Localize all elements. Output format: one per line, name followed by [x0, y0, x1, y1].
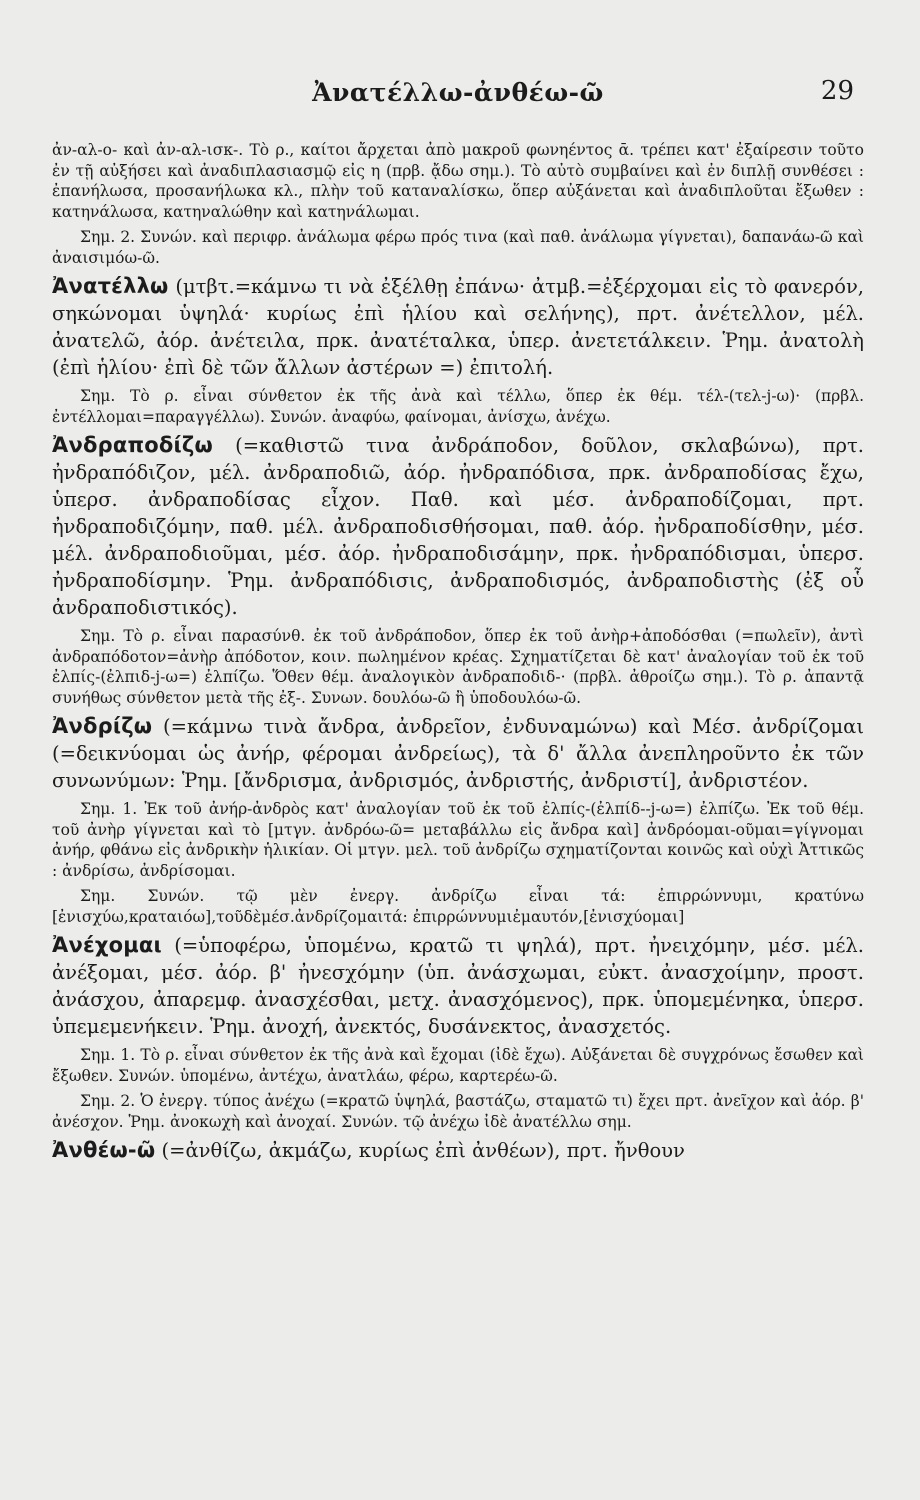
- dictionary-entry: [52, 273, 864, 381]
- entry-note: Σημ. 1. Ἐκ τοῦ ἀνήρ-ἀνδρὸς κατ' ἀναλογίαν τοῦ ἐκ τοῦ ἐλπίς-(ἐλπίδ--j-ω=) ἐλπίζω. Ἐκ τοῦ θέμ. τοῦ ἀνὴρ γίγνεται καὶ τὸ [μτγν. ἀνδρόω-ῶ= μεταβάλλω εἰς ἄνδρα καὶ] ἀνδρόομαι-οῦμαι=γίγνομαι ἀνήρ, φθάνω εἰς ἀνδρικὴν ἡλικίαν. Οἱ μτγν. μελ. τοῦ ἀνδρίζω σχηματίζονται κοινῶς καὶ οὐχὶ Ἀττικῶς : ἀνδρίσω, ἀνδρίσομαι.: [52, 800, 864, 880]
- entry-definition: (=κάμνω τινὰ ἄνδρα, ἀνδρεῖον, ἐνδυναμώνω) καὶ Μέσ. ἀνδρίζομαι (=δεικνύομαι ὡς ἀνήρ, φέρομαι ἀνδρείως), τὰ δ' ἄλλα ἀνεπληροῦντο ἐκ τῶν συνωνύμων: Ῥημ. [ἄνδρισμα, ἀνδρισμός, ἀνδριστής, ἀνδριστί], ἀνδριστέον.: [52, 715, 864, 792]
- entry-note: Σημ. Συνών. τῷ μὲν ἐνεργ. ἀνδρίζω εἶναι τά: ἐπιρρώννυμι, κρατύνω [ἐνισχύω,κραταιόω],τοῦδὲμέσ.ἀνδρίζομαιτά: ἐπιρρώννυμιἐμαυτόν,[ἐνισχύομαι]: [52, 887, 864, 926]
- entry-definition: (=ἀνθίζω, ἀκμάζω, κυρίως ἐπὶ ἀνθέων), πρτ. ἤνθουν: [155, 1139, 685, 1162]
- entry-definition: (=καθιστῶ τινα ἀνδράποδον, δοῦλον, σκλαβώνω), πρτ. ἠνδραπόδιζον, μέλ. ἀνδραποδιῶ, ἀόρ. ἠνδραπόδισα, πρκ. ἀνδραποδίσας ἔχω, ὑπερσ. ἀνδραποδίσας εἶχον. Παθ. καὶ μέσ. ἀνδραποδίζομαι, πρτ. ἠνδραποδιζόμην, παθ. μέλ. ἀνδραποδισθήσομαι, παθ. ἀόρ. ἠνδραποδίσθην, μέσ. μέλ. ἀνδραποδιοῦμαι, μέσ. ἀόρ. ἠνδραποδισάμην, πρκ. ἠνδραπόδισμαι, ὑπερσ. ἠνδραποδίσμην. Ῥημ. ἀνδραπόδισις, ἀνδραποδισμός, ἀνδραποδιστὴς (ἐξ οὗ ἀνδραποδιστικός).: [52, 434, 864, 619]
- entry-note: Σημ. Τὸ ρ. εἶναι σύνθετον ἐκ τῆς ἀνὰ καὶ τέλλω, ὅπερ ἐκ θέμ. τέλ-(τελ-j-ω)· (πρβλ. ἐντέλλομαι=παραγγέλλω). Συνών. ἀναφύω, φαίνομαι, ἀνίσχω, ἀνέχω.: [52, 387, 864, 426]
- entry-note: ἀν-αλ-ο- καὶ ἀν-αλ-ισκ-. Τὸ ρ., καίτοι ἄρχεται ἀπὸ μακροῦ φωνηέντος ᾱ. τρέπει κατ' ἐξαίρεσιν τοῦτο ἐν τῇ αὐξήσει καὶ ἀναδιπλασιασμῷ εἰς η (πρβ. ᾄδω σημ.). Τὸ αὐτὸ συμβαίνει καὶ ἐν διπλῇ συνθέσει : ἐπανήλωσα, προσανήλωκα κλ., πλὴν τοῦ καταναλίσκω, ὅπερ αὐξάνεται καὶ ἀναδιπλοῦται ἔξωθεν : κατηνάλωσα, κατηναλώθην καὶ κατηνάλωμαι.: [52, 141, 864, 221]
- dictionary-entry: [52, 713, 864, 794]
- entry-note: Σημ. Τὸ ρ. εἶναι παρασύνθ. ἐκ τοῦ ἀνδράποδον, ὅπερ ἐκ τοῦ ἀνὴρ+ἀποδόσθαι (=πωλεῖν), ἀντὶ ἀνδραπόδοτον=ἀνὴρ ἀπόδοτον, κοιν. πωλημένον κρέας. Σχηματίζεται δὲ κατ' ἀναλογίαν τοῦ ἐκ τοῦ ἐλπίς-(ἐλπιδ-j-ω=) ἐλπίζω. Ὅθεν θέμ. ἀναλογικὸν ἀνδραποδιδ-· (πρβλ. ἀθροίζω σημ.). Τὸ ρ. ἀπαντᾷ συνήθως σύνθετον μετὰ τῆς ἐξ-. Συνων. δουλόω-ῶ ἢ ὑποδουλόω-ῶ.: [52, 627, 864, 707]
- entry-headword: Ἀνθέω-ῶ: [52, 1138, 156, 1162]
- entry-note: Σημ. 1. Τὸ ρ. εἶναι σύνθετον ἐκ τῆς ἀνὰ καὶ ἔχομαι (ἰδὲ ἔχω). Αὐξάνεται δὲ συγχρόνως ἔσωθεν καὶ ἔξωθεν. Συνών. ὑπομένω, ἀντέχω, ἀνατλάω, φέρω, καρτερέω-ῶ.: [52, 1046, 864, 1085]
- entry-note: Σημ. 2. Συνών. καὶ περιφρ. ἀνάλωμα φέρω πρός τινα (καὶ παθ. ἀνάλωμα γίγνεται), δαπανάω-ῶ καὶ ἀναισιμόω-ῶ.: [52, 228, 864, 267]
- dictionary-entry: [52, 1137, 864, 1164]
- dictionary-entry: [52, 432, 864, 621]
- entry-headword: Ἀνδραποδίζω: [52, 433, 213, 457]
- page-number: 29: [820, 76, 854, 106]
- dictionary-entry: [52, 932, 864, 1040]
- entry-headword: Ἀνέχομαι: [52, 933, 162, 957]
- entry-headword: Ἀνατέλλω: [52, 274, 169, 298]
- entry-note: Σημ. 2. Ὁ ἐνεργ. τύπος ἀνέχω (=κρατῶ ὑψηλά, βαστάζω, σταματῶ τι) ἔχει πρτ. ἀνεῖχον καὶ ἀόρ. β' ἀνέσχον. Ῥημ. ἀνοκωχὴ καὶ ἀνοχαί. Συνών. τῷ ἀνέχω ἰδὲ ἀνατέλλω σημ.: [52, 1092, 864, 1131]
- page-body: [52, 140, 864, 1164]
- page-header: [52, 78, 864, 118]
- entry-definition: (μτβτ.=κάμνω τι νὰ ἐξέλθῃ ἐπάνω· ἀτμβ.=ἐξέρχομαι εἰς τὸ φανερόν, σηκώνομαι ὑψηλά· κυρίως ἐπὶ ἡλίου καὶ σελήνης), πρτ. ἀνέτελλον, μέλ. ἀνατελῶ, ἀόρ. ἀνέτειλα, πρκ. ἀνατέταλκα, ὑπερ. ἀνετετάλκειν. Ῥημ. ἀνατολὴ (ἐπὶ ἡλίου· ἐπὶ δὲ τῶν ἄλλων ἀστέρων =) ἐπιτολή.: [52, 275, 864, 379]
- entry-headword: Ἀνδρίζω: [52, 714, 153, 738]
- running-head: Ἀνατέλλω-ἀνθέω-ῶ: [312, 78, 604, 107]
- entry-definition: (=ὑποφέρω, ὑπομένω, κρατῶ τι ψηλά), πρτ. ἠνειχόμην, μέσ. μέλ. ἀνέξομαι, μέσ. ἀόρ. β' ἠνεσχόμην (ὑπ. ἀνάσχωμαι, εὐκτ. ἀνασχοίμην, προστ. ἀνάσχου, ἀπαρεμφ. ἀνασχέσθαι, μετχ. ἀνασχόμενος), πρκ. ὑπομεμένηκα, ὑπερσ. ὑπεμεμενήκειν. Ῥημ. ἀνοχή, ἀνεκτός, δυσάνεκτος, ἀνασχετός.: [52, 934, 864, 1038]
